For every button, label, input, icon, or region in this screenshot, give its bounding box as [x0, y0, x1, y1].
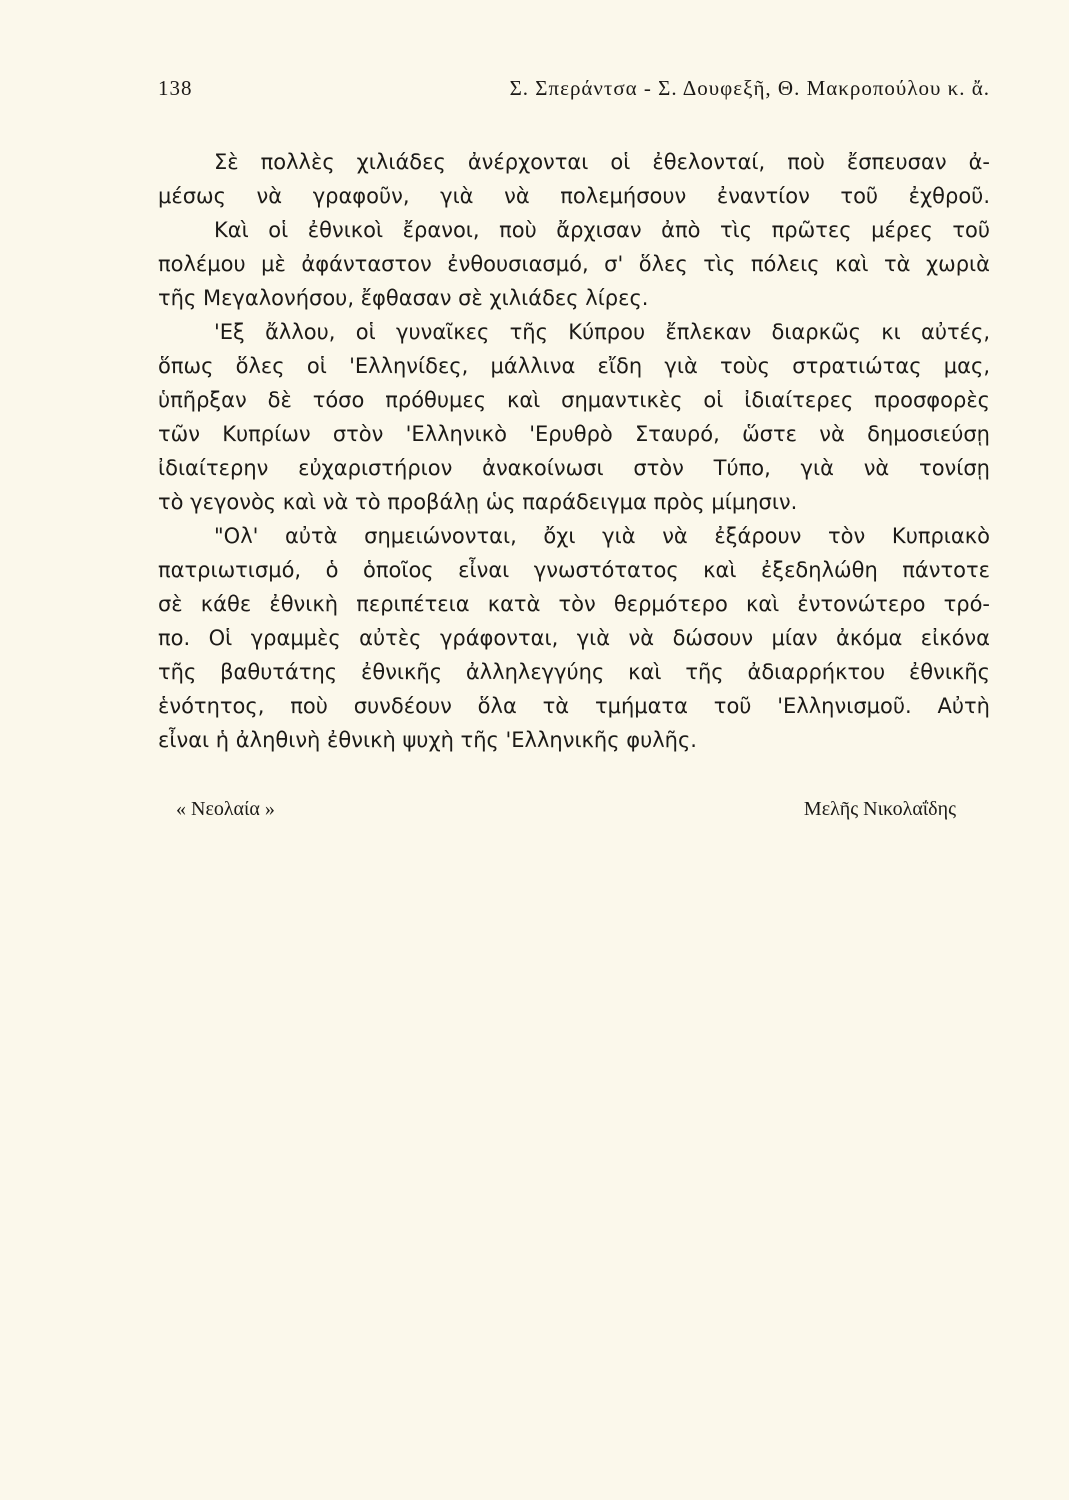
text-line: πατριωτισμό, ὁ ὁποῖος εἶναι γνωστότατος καὶ ἐξεδηλώθη πάντοτε	[158, 558, 990, 582]
author-name: Μελῆς Νικολαΐδης	[803, 798, 956, 820]
running-head: Σ. Σπεράντσα - Σ. Δουφεξῆ, Θ. Μακροπούλου κ. ἄ.	[509, 76, 990, 100]
signature-row	[176, 798, 956, 828]
text-line: Σὲ πολλὲς χιλιάδες ἀνέρχονται οἱ ἐθελονταί, ποὺ ἔσπευσαν ἀ-	[214, 150, 990, 174]
page-number: 138	[158, 76, 193, 100]
source-name: « Νεολαία »	[176, 798, 275, 820]
text-line: πο. Οἱ γραμμὲς αὐτὲς γράφονται, γιὰ νὰ δώσουν μίαν ἀκόμα εἰκόνα	[158, 626, 990, 650]
body-text	[158, 145, 990, 757]
text-line: ὑπῆρξαν δὲ τόσο πρόθυμες καὶ σημαντικὲς οἱ ἰδιαίτερες προσφορὲς	[158, 388, 990, 412]
text-line: μέσως νὰ γραφοῦν, γιὰ νὰ πολεμήσουν ἐναντίον τοῦ ἐχθροῦ.	[158, 184, 990, 208]
page-header	[158, 76, 990, 106]
text-line: τῶν Κυπρίων στὸν 'Ελληνικὸ 'Ερυθρὸ Σταυρό, ὥστε νὰ δημοσιεύσῃ	[158, 422, 990, 446]
text-line: τῆς βαθυτάτης ἐθνικῆς ἀλληλεγγύης καὶ τῆς ἀδιαρρήκτου ἐθνικῆς	[158, 660, 990, 684]
text-line: ἑνότητος, ποὺ συνδέουν ὅλα τὰ τμήματα τοῦ 'Ελληνισμοῦ. Αὐτὴ	[158, 694, 990, 718]
text-line: σὲ κάθε ἐθνικὴ περιπέτεια κατὰ τὸν θερμότερο καὶ ἐντονώτερο τρό-	[158, 592, 990, 616]
text-line: τῆς Μεγαλονήσου, ἔφθασαν σὲ χιλιάδες λίρες.	[158, 286, 649, 310]
text-line: τὸ γεγονὸς καὶ νὰ τὸ προβάλῃ ὡς παράδειγμα πρὸς μίμησιν.	[158, 490, 798, 514]
text-line: 'Εξ ἄλλου, οἱ γυναῖκες τῆς Κύπρου ἔπλεκαν διαρκῶς κι αὐτές,	[214, 320, 990, 344]
text-line: Καὶ οἱ ἐθνικοὶ ἔρανοι, ποὺ ἄρχισαν ἀπὸ τὶς πρῶτες μέρες τοῦ	[214, 218, 990, 242]
text-line: ἰδιαίτερην εὐχαριστήριον ἀνακοίνωσι στὸν Τύπο, γιὰ νὰ τονίσῃ	[158, 456, 990, 480]
text-line: "Ολ' αὐτὰ σημειώνονται, ὄχι γιὰ νὰ ἐξάρουν τὸν Κυπριακὸ	[214, 524, 990, 548]
text-line: πολέμου μὲ ἀφάνταστον ἐνθουσιασμό, σ' ὅλες τὶς πόλεις καὶ τὰ χωριὰ	[158, 252, 990, 276]
text-line: ὅπως ὅλες οἱ 'Ελληνίδες, μάλλινα εἴδη γιὰ τοὺς στρατιώτας μας,	[158, 354, 990, 378]
text-line: εἶναι ἡ ἀληθινὴ ἐθνικὴ ψυχὴ τῆς 'Ελληνικῆς φυλῆς.	[158, 728, 697, 752]
